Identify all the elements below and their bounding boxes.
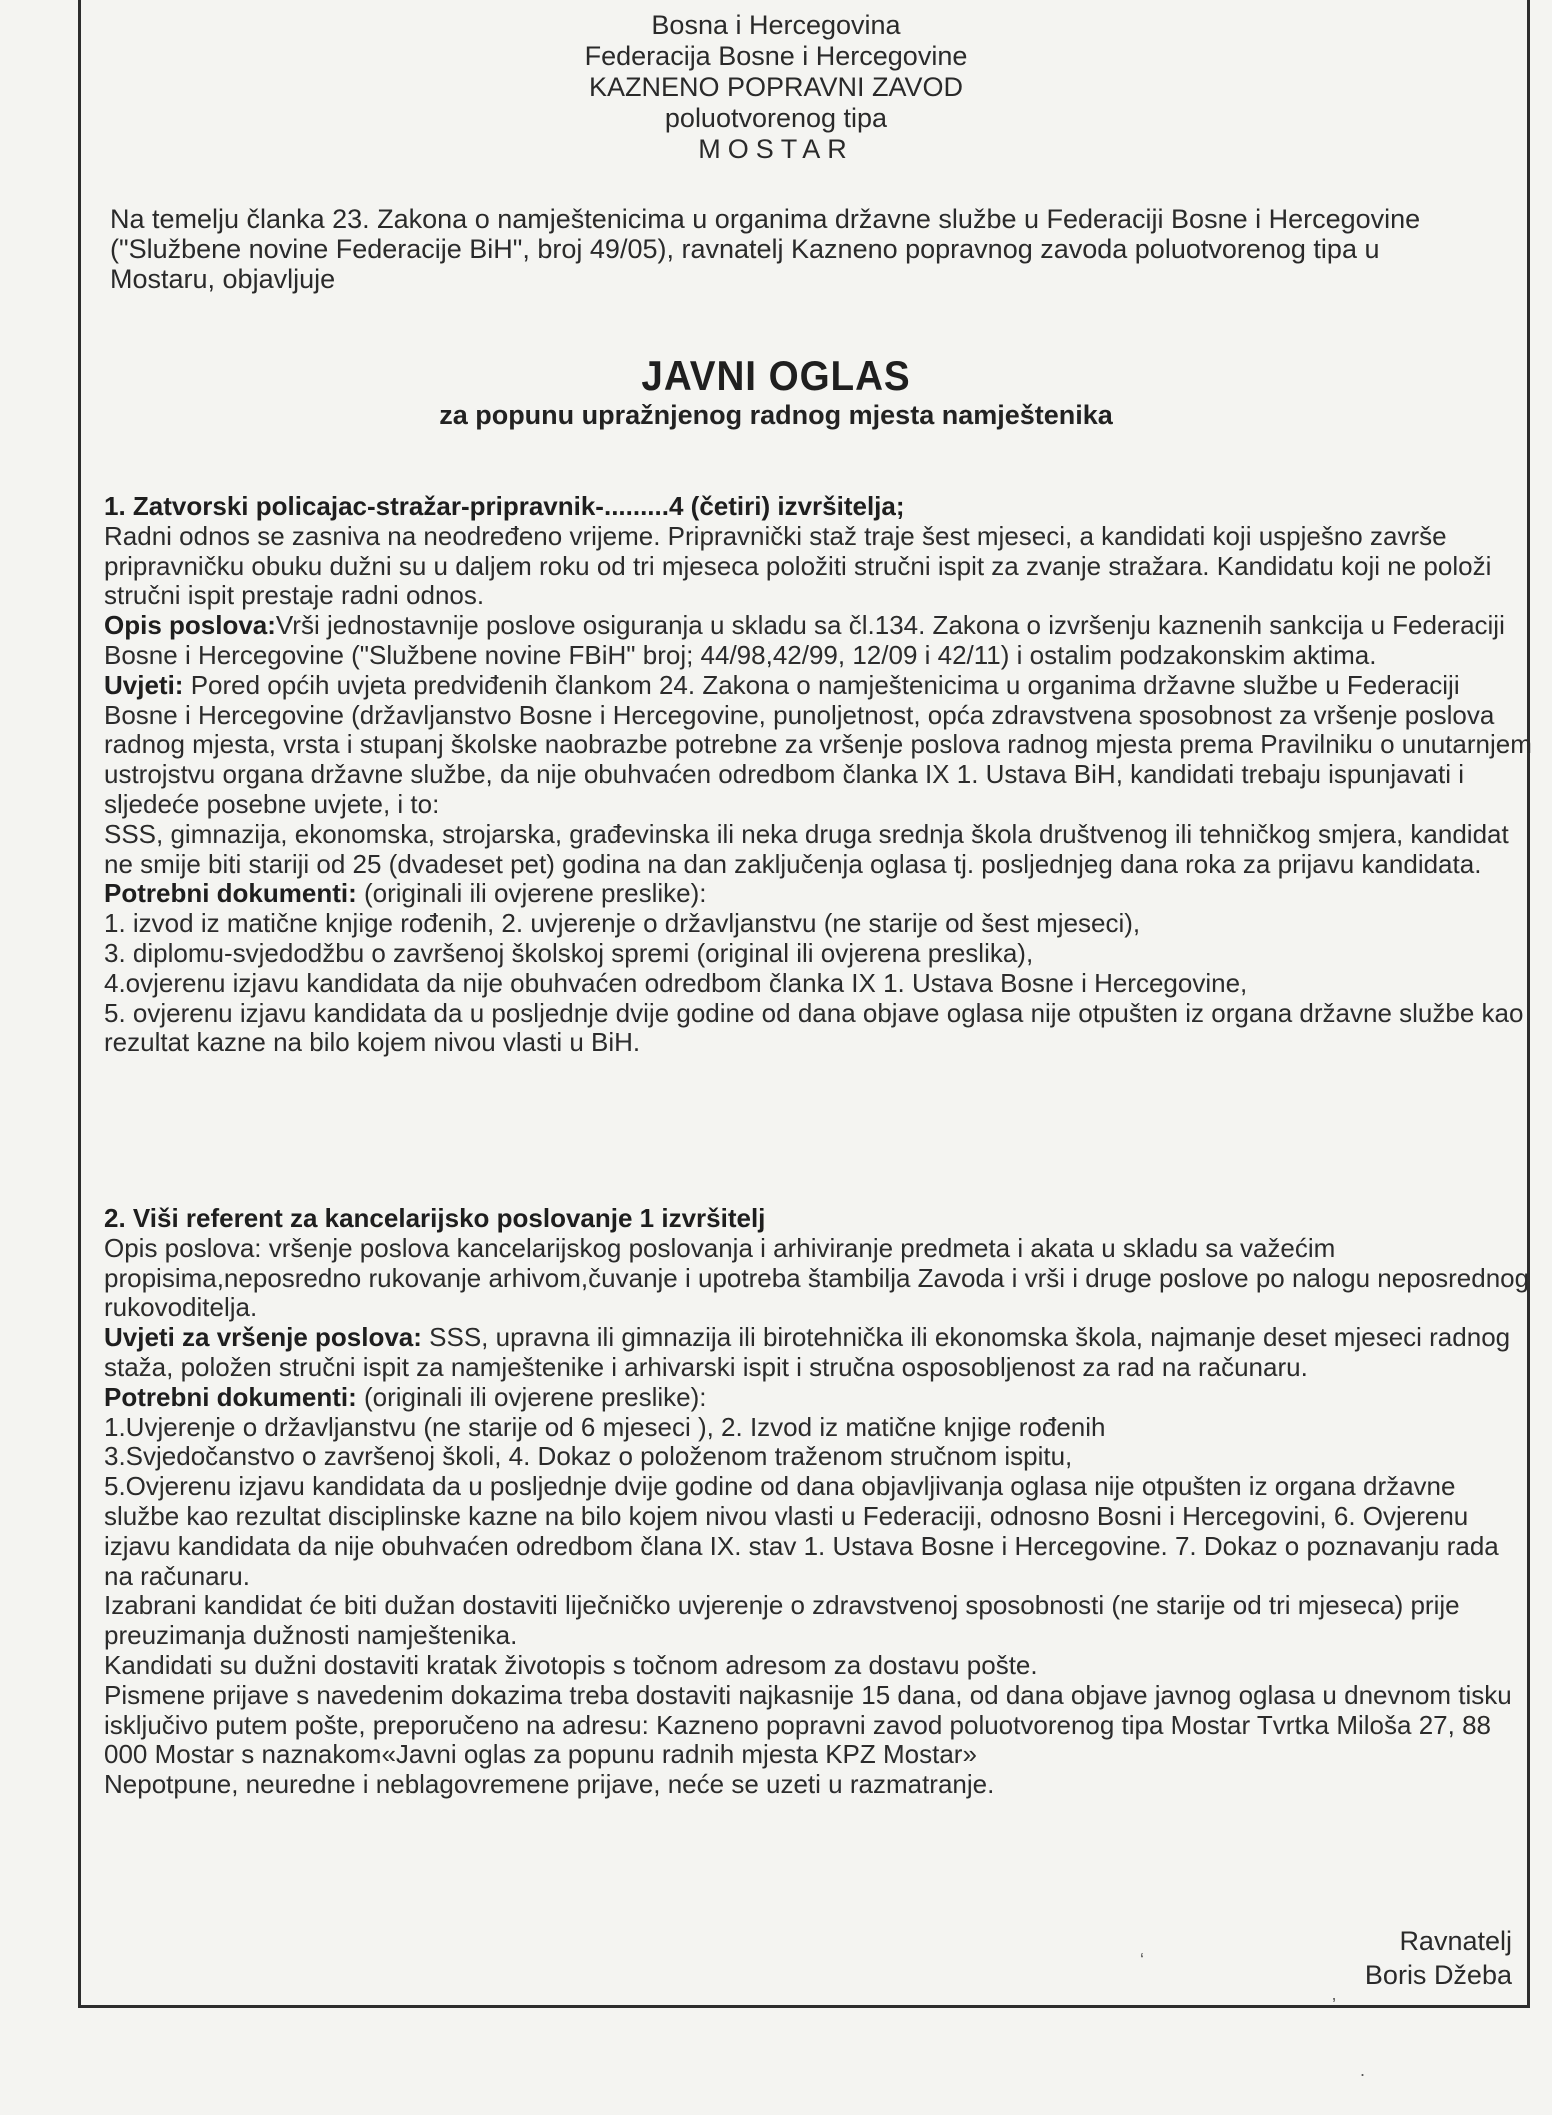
- section-1: [104, 492, 1534, 1058]
- docs-label: Potrebni dokumenti:: [104, 1381, 357, 1412]
- scan-speck: ’: [1332, 1995, 1336, 2015]
- header-institution: KAZNENO POPRAVNI ZAVOD: [588, 72, 964, 102]
- header-federation: Federacija Bosne i Hercegovine: [584, 41, 968, 71]
- opis-label: Opis poslova:: [104, 610, 276, 641]
- section-2-heading: 2. Viši referent za kancelarijsko poslovanje 1 izvršitelj: [104, 1203, 766, 1233]
- section-2-note-4: Nepotpune, neuredne i neblagovremene prijave, neće se uzeti u razmatranje.: [104, 1769, 995, 1800]
- section-2: [104, 1204, 1534, 1800]
- uvjeti-label: Uvjeti:: [104, 669, 184, 700]
- docs-label: Potrebni dokumenti:: [104, 878, 357, 909]
- intro-paragraph: Na temelju članka 23. Zakona o namještenicima u organima državne službe u Federaciji Bosne i Hercegovine ("Službene novine Federacije BiH", broj 49/05), ravnatelj Kazneno popravnog zavoda poluotvorenog tipa u Mostaru, objavljuje: [110, 204, 1421, 294]
- section-1-uvjeti-2: SSS, gimnazija, ekonomska, strojarska, građevinska ili neka druga srednja škola društvenog ili tehničkog smjera, kandidat ne smije biti stariji od 25 (dvadeset pet) godina na dan zaključenja oglasa tj. posljednjeg dana roka za prijavu kandidata.: [104, 818, 1509, 879]
- opis-text: Vrši jednostavnije poslove osiguranja u skladu sa čl.134. Zakona o izvršenju kaznenih sankcija u Federaciji Bosne i Hercegovine ("Službene novine FBiH" broj; 44/98,42/99, 12/09 i 42/11) i ostalim podzakonskim aktima.: [104, 610, 1505, 670]
- section-2-note-2: Kandidati su dužni dostaviti kratak životopis s točnom adresom za dostavu pošte.: [104, 1649, 1038, 1680]
- section-1-doc-4: 5. ovjerenu izjavu kandidata da u posljednje dvije godine od dana objave oglasa nije otpušten iz organa državne službe kao rezultat kazne na bilo kojem nivou vlasti u BiH.: [104, 997, 1524, 1058]
- page-title: JAVNI OGLAS: [641, 352, 911, 399]
- section-2-note-1: Izabrani kandidat će biti dužan dostaviti liječničko uvjerenje o zdravstvenoj sposobnosti (ne starije od tri mjeseca) prije preuzimanja dužnosti namještenika.: [104, 1590, 1460, 1651]
- section-2-opis: Opis poslova: vršenje poslova kancelarijskog poslovanja i arhiviranje predmeta i akata u skladu sa važećim propisima,neposredno rukovanje arhivom,čuvanje i upotreba štambilja Zavoda i vrši i druge poslove po nalogu neposrednog rukovoditelja.: [104, 1232, 1530, 1323]
- signature-role: Ravnatelj: [1399, 1926, 1512, 1956]
- section-2-uvjeti: [104, 1323, 1534, 1383]
- section-1-paragraph: Radni odnos se zasniva na neodređeno vrijeme. Pripravnički staž traje šest mjeseci, a kandidati koji uspješno završe pripravničku obuku dužni su u daljem roku od tri mjeseca položiti stručni ispit za zvanje stražara. Kandidatu koji ne položi stručni ispit prestaje radni odnos.: [104, 520, 1492, 611]
- signature-name: Boris Džeba: [1364, 1960, 1512, 1990]
- section-2-doc-2: 3.Svjedočanstvo o završenoj školi, 4. Dokaz o položenom traženom stručnom ispitu,: [104, 1441, 1073, 1472]
- docs-note: (originali ili ovjerene preslike):: [356, 878, 707, 909]
- section-2-note-3: Pismene prijave s navedenim dokazima treba dostaviti najkasnije 15 dana, od dana objave javnog oglasa u dnevnom tisku isključivo putem pošte, preporučeno na adresu: Kazneno popravni zavod poluotvorenog tipa Mostar Tvrtka Miloša 27, 88 000 Mostar s naznakom«Javni oglas za popunu radnih mjesta KPZ Mostar»: [104, 1679, 1512, 1770]
- section-1-doc-1: 1. izvod iz matične knjige rođenih, 2. uvjerenje o državljanstvu (ne starije od šest mjeseci),: [104, 908, 1141, 939]
- section-1-heading: 1. Zatvorski policajac-stražar-pripravnik-.........4 (četiri) izvršitelja;: [104, 491, 905, 521]
- scan-speck: ‘: [1140, 1950, 1144, 1970]
- page-subtitle: za popunu upražnjenog radnog mjesta namještenika: [439, 400, 1113, 430]
- section-1-opis: [104, 611, 1534, 671]
- institution-header: [0, 10, 1552, 165]
- section-1-doc-2: 3. diplomu-svjedodžbu o završenoj školskoj spremi (original ili ovjerena preslika),: [104, 937, 1034, 968]
- section-1-doc-3: 4.ovjerenu izjavu kandidata da nije obuhvaćen odredbom članka IX 1. Ustava Bosne i Hercegovine,: [104, 967, 1248, 998]
- scan-speck: .: [1360, 2060, 1366, 2080]
- uvjeti-label: Uvjeti za vršenje poslova:: [104, 1322, 422, 1353]
- section-1-docs: [104, 879, 1534, 909]
- signature-block: [1365, 1924, 1512, 1992]
- section-2-docs: [104, 1383, 1534, 1413]
- section-1-uvjeti: [104, 671, 1534, 820]
- docs-note: (originali ili ovjerene preslike):: [356, 1381, 707, 1412]
- section-2-doc-1: 1.Uvjerenje o državljanstvu (ne starije od 6 mjeseci ), 2. Izvod iz matične knjige rođenih: [104, 1411, 1106, 1442]
- uvjeti-text: SSS, upravna ili gimnazija ili birotehnička ili ekonomska škola, najmanje deset mjeseci radnog staža, položen stručni ispit za namještenike i arhivarski ispit i stručna osposobljenost za rad na računaru.: [104, 1322, 1511, 1382]
- uvjeti-text: Pored općih uvjeta predviđenih člankom 24. Zakona o namještenicima u organima državne službe u Federaciji Bosne i Hercegovine (državljanstvo Bosne i Hercegovine, punoljetnost, opća zdravstvena sposobnost za vršenje poslova radnog mjesta, vrsta i stupanj školske naobrazbe potrebne za vršenje poslova radnog mjesta prema Pravilniku o unutarnjem ustrojstvu organa državne službe, da nije obuhvaćen odredbom članka IX 1. Ustava BiH, kandidati trebaju ispunjavati i sljedeće posebne uvjete, i to:: [104, 669, 1532, 819]
- header-type: poluotvorenog tipa: [664, 103, 888, 133]
- header-country: Bosna i Hercegovina: [651, 10, 901, 40]
- section-2-doc-3: 5.Ovjerenu izjavu kandidata da u posljednje dvije godine od dana objavljivanja oglasa nije otpušten iz organa državne službe kao rezultat disciplinske kazne na bilo kojem nivou vlasti u Federaciji, odnosno Bosni i Hercegovini, 6. Ovjerenu izjavu kandidata da nije obuhvaćen odredbom člana IX. stav 1. Ustava Bosne i Hercegovine. 7. Dokaz o poznavanju rada na računaru.: [104, 1471, 1499, 1591]
- header-city: MOSTAR: [698, 134, 854, 164]
